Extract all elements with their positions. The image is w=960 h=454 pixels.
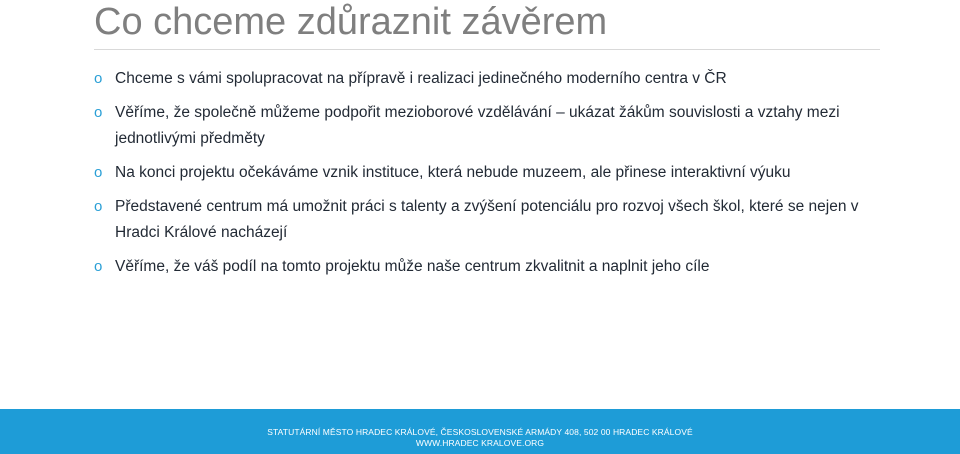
bullet-marker-icon: o (94, 164, 103, 181)
footer-bar (0, 409, 960, 454)
bullet-list (94, 66, 884, 288)
bullet-item (94, 100, 884, 152)
footer-website-link[interactable]: WWW.HRADEC KRALOVE.ORG (415, 438, 545, 448)
bullet-item (94, 66, 884, 92)
bullet-text: Představené centrum má umožnit práci s talenty a zvýšení potenciálu pro rozvoj všech škol, které se nejen v Hradci Králové nacházejí (115, 198, 859, 241)
bullet-text: Věříme, že společně můžeme podpořit mezioborové vzdělávání – ukázat žákům souvislosti a vztahy mezi jednotlivými předměty (115, 104, 840, 147)
footer-address: STATUTÁRNÍ MĚSTO HRADEC KRÁLOVÉ, ČESKOSLOVENSKÉ ARMÁDY 408, 502 00 HRADEC KRÁLOVÉ (267, 427, 693, 437)
title-divider (94, 49, 880, 50)
bullet-marker-icon: o (94, 198, 103, 215)
bullet-text: Na konci projektu očekáváme vznik instituce, která nebude muzeem, ale přinese interaktivní výuku (115, 164, 791, 181)
bullet-text: Věříme, že váš podíl na tomto projektu může naše centrum zkvalitnit a naplnit jeho cíle (115, 258, 710, 275)
bullet-item (94, 254, 884, 280)
bullet-marker-icon: o (94, 104, 103, 121)
bullet-item (94, 194, 884, 246)
bullet-marker-icon: o (94, 258, 103, 275)
bullet-text: Chceme s vámi spolupracovat na přípravě i realizaci jedinečného moderního centra v ČR (115, 70, 727, 87)
slide-title: Co chceme zdůraznit závěrem (94, 1, 608, 43)
bullet-marker-icon: o (94, 70, 103, 87)
bullet-item (94, 160, 884, 186)
